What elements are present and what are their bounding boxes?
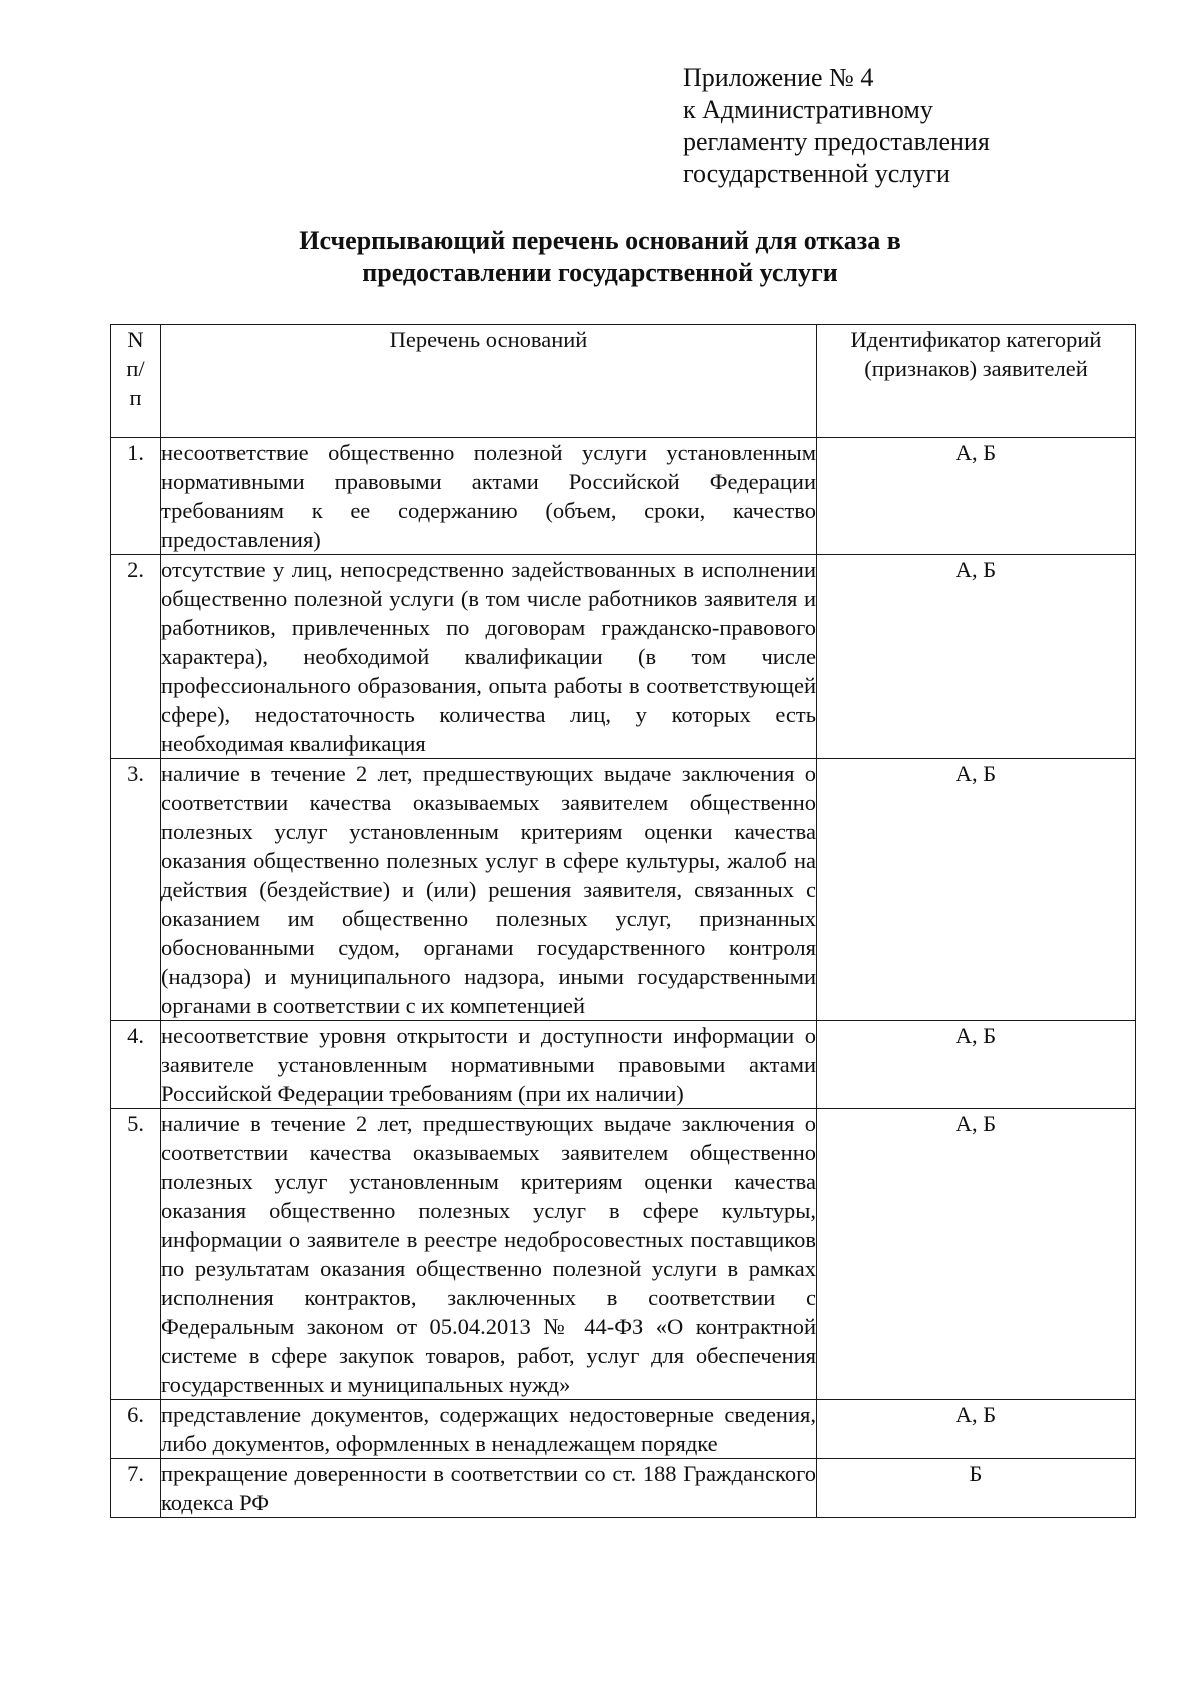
annex-line: к Административному (683, 95, 933, 124)
row-number: 5. (111, 1109, 161, 1400)
row-category: А, Б (817, 1109, 1136, 1400)
row-category: А, Б (817, 555, 1136, 759)
header-number: N п/ п (111, 325, 161, 438)
row-number: 6. (111, 1400, 161, 1459)
table-row (111, 759, 1136, 1021)
row-number: 1. (111, 438, 161, 555)
table-row (111, 438, 1136, 555)
row-ground-text: несоответствие уровня открытости и доступности информации о заявителе установленным нормативными правовыми актами Российской Федерации требованиям (при их наличии) (161, 1021, 817, 1109)
row-category: Б (817, 1459, 1136, 1518)
row-category: А, Б (817, 1400, 1136, 1459)
document-title (100, 225, 1100, 289)
row-ground-text: наличие в течение 2 лет, предшествующих выдаче заключения о соответствии качества оказываемых заявителем общественно полезных услуг установленным критериям оценки качества оказания общественно полезных услуг в сфере культуры, жалоб на действия (бездействие) и (или) решения заявителя, связанных с оказанием им общественно полезных услуг, признанных обоснованными судом, органами государственного контроля (надзора) и муниципального надзора, иными государственными органами в соответствии с их компетенцией (161, 759, 817, 1021)
table-row (111, 1109, 1136, 1400)
table-row (111, 1400, 1136, 1459)
annex-header (683, 62, 990, 190)
row-category: А, Б (817, 438, 1136, 555)
header-category: Идентификатор категорий (признаков) заявителей (817, 325, 1136, 438)
row-ground-text: отсутствие у лиц, непосредственно задействованных в исполнении общественно полезной услуги (в том числе работников заявителя и работников, привлеченных по договорам гражданско-правового характера), необходимой квалификации (в том числе профессионального образования, опыта работы в соответствующей сфере), недостаточность количества лиц, у которых есть необходимая квалификация (161, 555, 817, 759)
row-ground-text: несоответствие общественно полезной услуги установленным нормативными правовыми актами Российской Федерации требованиям к ее содержанию (объем, сроки, качество предоставления) (161, 438, 817, 555)
annex-line: Приложение № 4 (683, 63, 874, 92)
table-row (111, 1021, 1136, 1109)
title-line: Исчерпывающий перечень оснований для отказа в (299, 226, 901, 255)
row-ground-text: наличие в течение 2 лет, предшествующих выдаче заключения о соответствии качества оказываемых заявителем общественно полезных услуг установленным критериям оценки качества оказания общественно полезных услуг в сфере культуры, информации о заявителе в реестре недобросовестных поставщиков по результатам оказания общественно полезной услуги в рамках исполнения контрактов, заключенных в соответствии с Федеральным законом от 05.04.2013 № 44-ФЗ «О контрактной системе в сфере закупок товаров, работ, услуг для обеспечения государственных и муниципальных нужд» (161, 1109, 817, 1400)
row-category: А, Б (817, 1021, 1136, 1109)
row-ground-text: представление документов, содержащих недостоверные сведения, либо документов, оформленных в ненадлежащем порядке (161, 1400, 817, 1459)
table-row (111, 555, 1136, 759)
row-number: 4. (111, 1021, 161, 1109)
grounds-table (110, 324, 1136, 1518)
table-row (111, 1459, 1136, 1518)
row-ground-text: прекращение доверенности в соответствии со ст. 188 Гражданского кодекса РФ (161, 1459, 817, 1518)
annex-line: государственной услуги (683, 159, 950, 188)
header-grounds: Перечень оснований (161, 325, 817, 438)
row-number: 7. (111, 1459, 161, 1518)
row-category: А, Б (817, 759, 1136, 1021)
table-header-row (111, 325, 1136, 438)
title-line: предоставлении государственной услуги (362, 258, 838, 287)
row-number: 3. (111, 759, 161, 1021)
row-number: 2. (111, 555, 161, 759)
annex-line: регламенту предоставления (683, 127, 990, 156)
